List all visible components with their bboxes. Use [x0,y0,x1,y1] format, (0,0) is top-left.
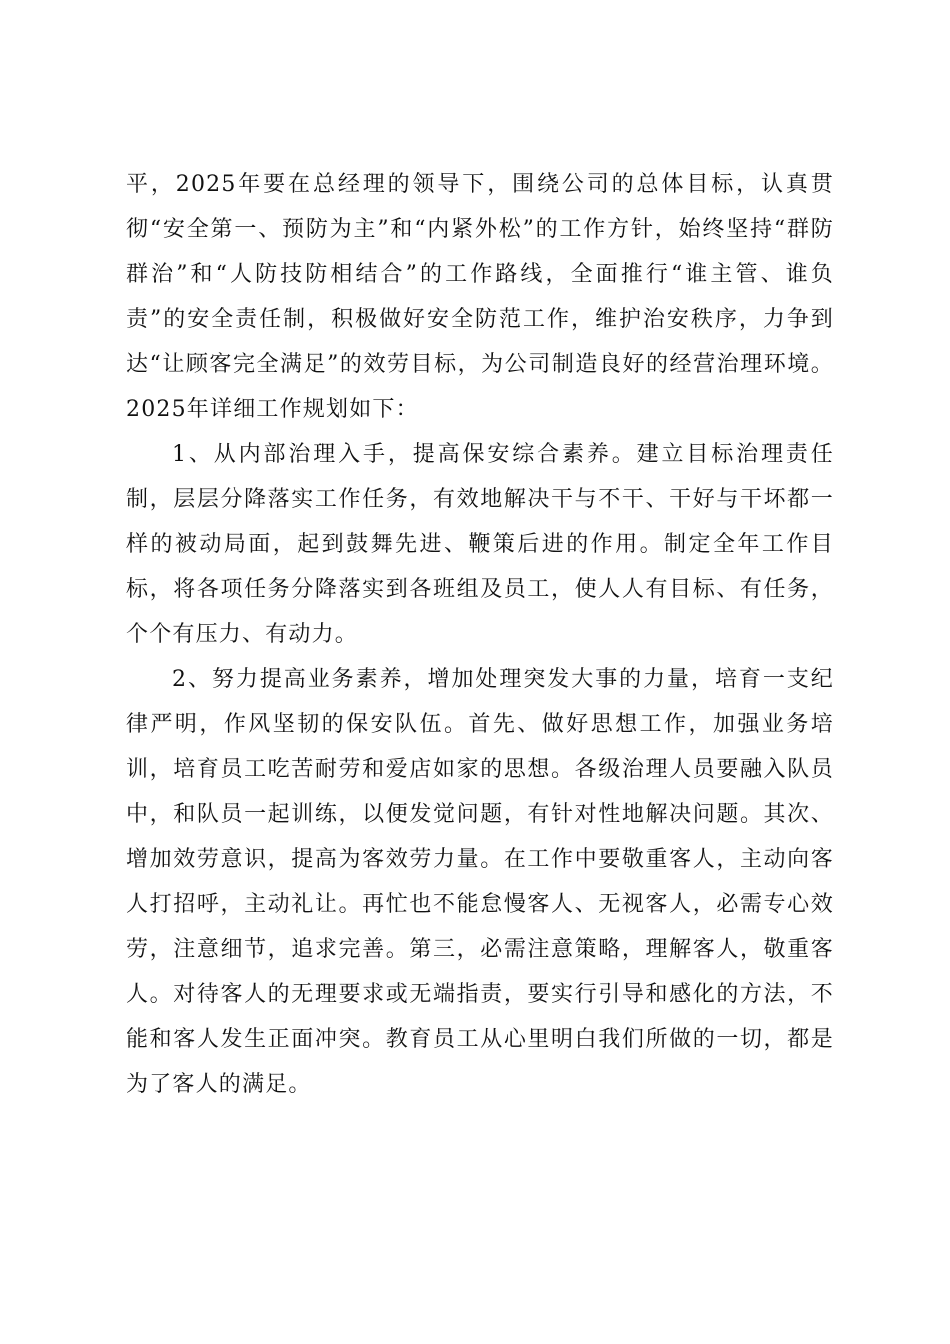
document-body [126,162,834,1107]
paragraph-item-2: 2、努力提高业务素养，增加处理突发大事的力量，培育一支纪律严明，作风坚韧的保安队伍。首先、做好思想工作，加强业务培训，培育员工吃苦耐劳和爱店如家的思想。各级治理人员要融入队员中，和队员一起训练，以便发觉问题，有针对性地解决问题。其次、增加效劳意识，提高为客效劳力量。在工作中要敬重客人，主动向客人打招呼，主动礼让。再忙也不能怠慢客人、无视客人，必需专心效劳，注意细节，追求完善。第三，必需注意策略，理解客人，敬重客人。对待客人的无理要求或无端指责，要实行引导和感化的方法，不能和客人发生正面冲突。教育员工从心里明白我们所做的一切，都是为了客人的满足。 [126,667,834,1097]
paragraph-item-1: 1、从内部治理入手，提高保安综合素养。建立目标治理责任制，层层分降落实工作任务，有效地解决干与不干、干好与干坏都一样的被动局面，起到鼓舞先进、鞭策后进的作用。制定全年工作目标，将各项任务分降落实到各班组及员工，使人人有目标、有任务，个个有压力、有动力。 [126,442,834,647]
paragraph-intro: 平，2025年要在总经理的领导下，围绕公司的总体目标，认真贯彻“安全第一、预防为主”和“内紧外松”的工作方针，始终坚持“群防群治”和“人防技防相结合”的工作路线，全面推行“谁主管、谁负责”的安全责任制，积极做好安全防范工作，维护治安秩序，力争到达“让顾客完全满足”的效劳目标，为公司制造良好的经营治理环境。2025年详细工作规划如下： [126,172,834,422]
